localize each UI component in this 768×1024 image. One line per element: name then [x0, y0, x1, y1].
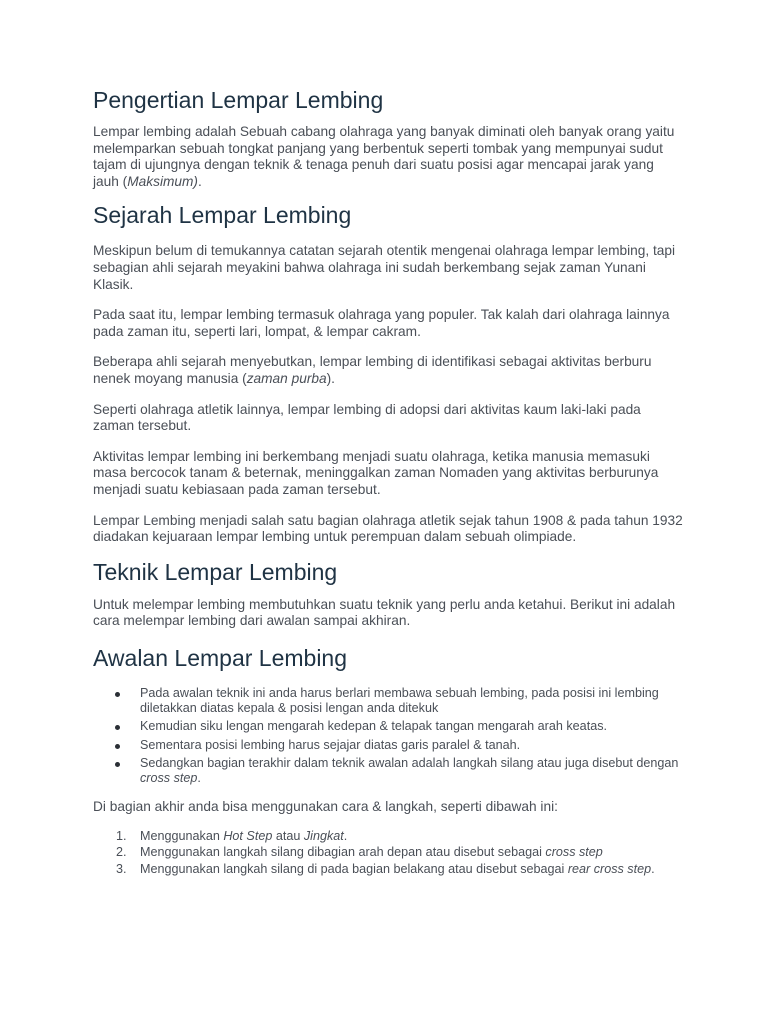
step-emphasis: Jingkat: [303, 829, 344, 844]
paragraph-sejarah-2: Pada saat itu, lempar lembing termasuk olahraga yang populer. Tak kalah dari olahraga lainnya pada zaman itu, seperti lari, lompat, & lempar cakram.: [93, 307, 670, 339]
step-number: 1.: [116, 829, 127, 844]
step-text: atau: [272, 829, 304, 844]
step-text: .: [651, 861, 655, 876]
paragraph-pengertian: [93, 124, 683, 190]
paragraph-pengertian-emphasis: Maksimum): [127, 173, 198, 189]
step-number: 2.: [116, 845, 127, 860]
bullet-icon: [115, 692, 120, 697]
paragraph-sejarah-4: Seperti olahraga atletik lainnya, lempar lembing di adopsi dari aktivitas kaum laki-laki pada zaman tersebut.: [93, 401, 641, 434]
step-emphasis: rear cross step: [567, 861, 652, 876]
paragraph-sejarah-5: Aktivitas lempar lembing ini berkembang menjadi suatu olahraga, ketika manusia memasuki masa bercocok tanam & beternak, meninggalkan zaman Nomaden yang aktivitas berburunya menjadi suatu kebiasaan pada zaman tersebut.: [93, 448, 659, 497]
step-text: .: [343, 829, 348, 844]
paragraph-pengertian-text: Lempar lembing adalah Sebuah cabang olahraga yang banyak diminati oleh banyak orang yaitu melemparkan sebuah tongkat panjang yang berbentuk seperti tombak yang mempunyai sudut tajam di ujungnya dengan teknik & tenaga penuh dari suatu posisi agar mencapai jarak yang jauh (: [93, 124, 675, 189]
paragraph-sejarah-3-text: Beberapa ahli sejarah menyebutkan, lempar lembing di identifikasi sebagai aktivitas berburu nenek moyang manusia (: [93, 354, 652, 386]
list-item-step-1: [93, 829, 683, 844]
heading-awalan: Awalan Lempar Lembing: [93, 644, 348, 671]
step-text: Menggunakan langkah silang dibagian arah depan atau disebut sebagai: [140, 845, 546, 860]
paragraph-closing: Di bagian akhir anda bisa menggunakan cara & langkah, seperti dibawah ini:: [93, 798, 558, 814]
list-item-text: Sementara posisi lembing harus sejajar diatas garis paralel & tanah.: [140, 737, 521, 752]
list-item-step-2: [93, 845, 683, 860]
paragraph-sejarah-6: Lempar Lembing menjadi salah satu bagian olahraga atletik sejak tahun 1908 & pada tahun 1932 diadakan kejuaraan lempar lembing untuk perempuan dalam sebuah olimpiade.: [93, 512, 683, 545]
step-text: Menggunakan: [140, 829, 224, 844]
step-emphasis: Hot Step: [223, 829, 273, 844]
list-item-text: Pada awalan teknik ini anda harus berlari membawa sebuah lembing, pada posisi ini lembing diletakkan diatas kepala & posisi lengan anda ditekuk: [140, 685, 659, 716]
list-item: [93, 686, 683, 716]
step-number: 3.: [116, 861, 127, 876]
list-item-emphasis: cross step: [140, 771, 198, 786]
paragraph-sejarah-3: [93, 354, 683, 387]
step-text: Menggunakan langkah silang di pada bagian belakang atau disebut sebagai: [140, 861, 568, 876]
list-item-end: .: [197, 771, 201, 786]
step-emphasis: cross step: [545, 845, 603, 860]
bullet-icon: [115, 762, 120, 767]
list-item: [93, 738, 683, 753]
paragraph-sejarah-1: Meskipun belum di temukannya catatan sejarah otentik mengenai olahraga lempar lembing, tapi sebagian ahli sejarah meyakini bahwa olahraga ini sudah berkembang sejak zaman Yunani Klasik.: [93, 243, 676, 292]
heading-sejarah: Sejarah Lempar Lembing: [93, 202, 352, 229]
paragraph-sejarah-3-emphasis: zaman purba: [246, 370, 327, 386]
heading-pengertian: Pengertian Lempar Lembing: [93, 87, 384, 113]
numbered-list-steps: [93, 829, 683, 877]
heading-teknik: Teknik Lempar Lembing: [93, 558, 338, 585]
bullet-icon: [115, 744, 120, 749]
list-item-step-3: [93, 862, 683, 877]
list-item: [93, 719, 683, 734]
paragraph-pengertian-end: .: [197, 173, 202, 189]
document-content: [93, 86, 683, 878]
list-item-text: Kemudian siku lengan mengarah kedepan & telapak tangan mengarah arah keatas.: [140, 719, 607, 734]
list-item: [93, 756, 683, 786]
list-item-text: Sedangkan bagian terakhir dalam teknik awalan adalah langkah silang atau juga disebut dengan: [140, 756, 679, 771]
paragraph-teknik: Untuk melempar lembing membutuhkan suatu teknik yang perlu anda ketahui. Berikut ini adalah cara melempar lembing dari awalan sampai akhiran.: [93, 596, 676, 629]
bullet-icon: [115, 725, 120, 730]
paragraph-sejarah-3-end: ).: [326, 370, 335, 386]
bullet-list-awalan: [93, 686, 683, 787]
